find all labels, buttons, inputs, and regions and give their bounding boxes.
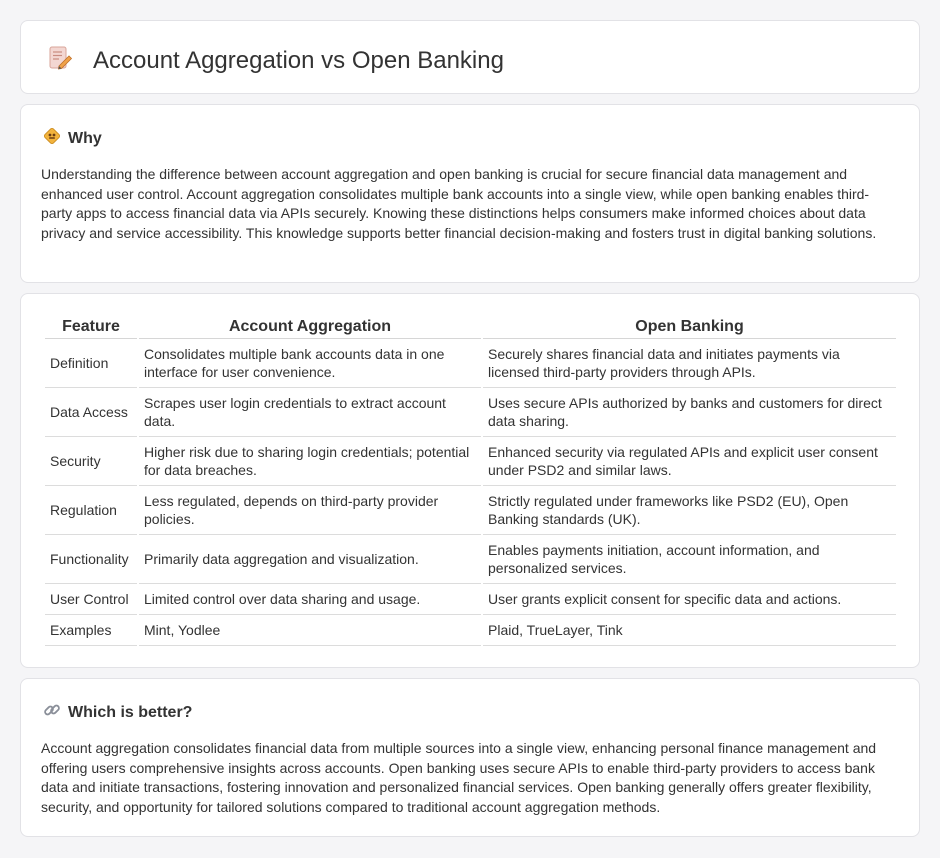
diamond-sign-icon — [43, 127, 61, 150]
which-better-text: Account aggregation consolidates financial data from multiple sources into a single view, enhancing personal finance management and offering users comprehensive insights across accounts. Open banking uses secure APIs to enable third-party providers to access bank data and initiate transactions, fostering innovation and personalized financial services. Open banking generally offers greater flexibility, security, and opportunity for tailored solutions compared to traditional account aggregation methods. — [41, 740, 877, 815]
which-better-heading: Which is better? — [68, 703, 193, 721]
table-row — [45, 388, 896, 437]
document-edit-icon — [47, 45, 73, 76]
table-row — [45, 615, 896, 646]
feature-cell: User Control — [45, 584, 137, 615]
open-banking-cell: Enables payments initiation, account information, and personalized services. — [483, 535, 896, 584]
aggregation-cell: Primarily data aggregation and visualization. — [139, 535, 481, 584]
open-banking-cell: User grants explicit consent for specific data and actions. — [483, 584, 896, 615]
header-account-aggregation: Account Aggregation — [139, 315, 481, 339]
aggregation-cell: Scrapes user login credentials to extract account data. — [139, 388, 481, 437]
aggregation-cell: Higher risk due to sharing login credentials; potential for data breaches. — [139, 437, 481, 486]
feature-cell: Regulation — [45, 486, 137, 535]
why-card — [20, 104, 920, 283]
open-banking-cell: Plaid, TrueLayer, Tink — [483, 615, 896, 646]
open-banking-cell: Securely shares financial data and initiates payments via licensed third-party providers through APIs. — [483, 339, 896, 388]
feature-cell: Data Access — [45, 388, 137, 437]
comparison-card — [20, 293, 920, 668]
feature-cell: Definition — [45, 339, 137, 388]
open-banking-cell: Enhanced security via regulated APIs and explicit user consent under PSD2 and similar laws. — [483, 437, 896, 486]
comparison-table — [43, 315, 898, 646]
why-text: Understanding the difference between account aggregation and open banking is crucial for secure financial data management and enhanced user control. Account aggregation consolidates multiple bank accounts into a single view, while open banking enables third-party apps to access financial data via APIs securely. Knowing these distinctions helps consumers make informed choices about data privacy and service accessibility. This knowledge supports better financial decision-making and fosters trust in digital banking solutions. — [41, 166, 877, 241]
header-feature: Feature — [45, 315, 137, 339]
table-row — [45, 437, 896, 486]
open-banking-cell: Uses secure APIs authorized by banks and customers for direct data sharing. — [483, 388, 896, 437]
aggregation-cell: Limited control over data sharing and usage. — [139, 584, 481, 615]
table-row — [45, 535, 896, 584]
aggregation-cell: Less regulated, depends on third-party provider policies. — [139, 486, 481, 535]
feature-cell: Security — [45, 437, 137, 486]
link-icon — [43, 701, 61, 724]
table-row — [45, 486, 896, 535]
table-row — [45, 339, 896, 388]
aggregation-cell: Mint, Yodlee — [139, 615, 481, 646]
open-banking-cell: Strictly regulated under frameworks like PSD2 (EU), Open Banking standards (UK). — [483, 486, 896, 535]
page-title: Account Aggregation vs Open Banking — [93, 46, 504, 74]
header-open-banking: Open Banking — [483, 315, 896, 339]
why-heading: Why — [68, 129, 102, 147]
aggregation-cell: Consolidates multiple bank accounts data in one interface for user convenience. — [139, 339, 481, 388]
table-row — [45, 584, 896, 615]
title-card — [20, 20, 920, 94]
feature-cell: Functionality — [45, 535, 137, 584]
which-better-card — [20, 678, 920, 837]
feature-cell: Examples — [45, 615, 137, 646]
